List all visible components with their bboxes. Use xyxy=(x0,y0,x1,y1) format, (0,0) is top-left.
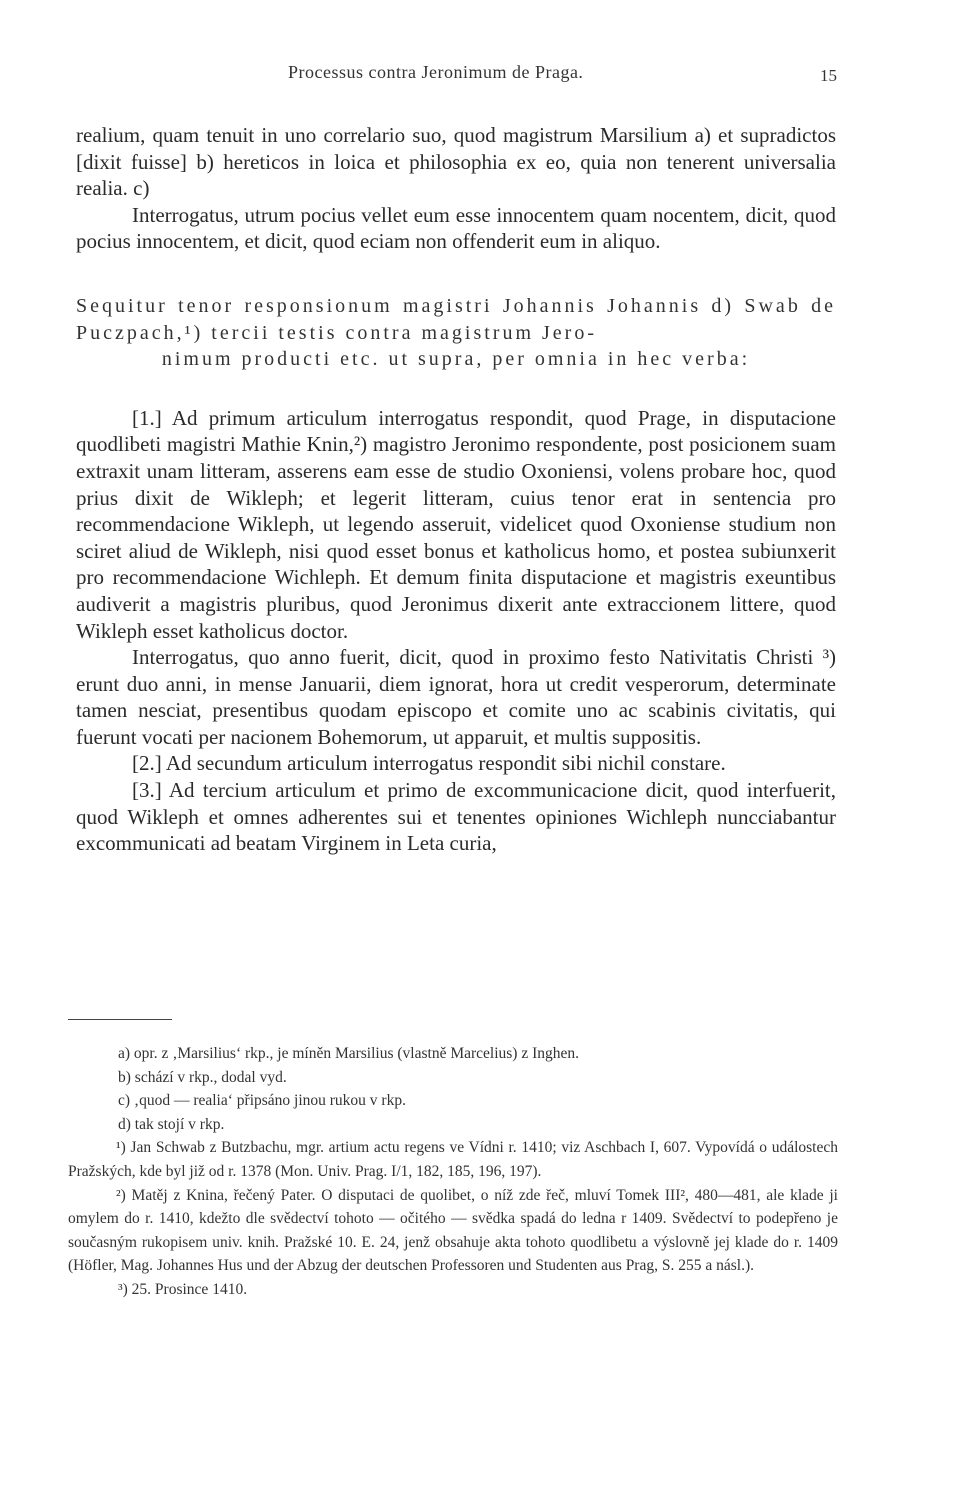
footnote-1: ¹) Jan Schwab z Butzbachu, mgr. artium actu regens ve Vídni r. 1410; viz Aschbach I, 607. Vypovídá o událostech Pražských, kde byl již od r. 1378 (Mon. Univ. Prag. I/1, 182, 185, 196, 197). xyxy=(68,1139,838,1180)
page-header xyxy=(0,62,960,92)
section-heading xyxy=(76,293,836,373)
main-text xyxy=(76,122,836,857)
footnote-b: b) schází v rkp., dodal vyd. xyxy=(118,1068,287,1086)
footnote-c: c) ‚quod — realia‘ připsáno jinou rukou v rkp. xyxy=(118,1092,406,1110)
running-title: Processus contra Jeronimum de Praga. xyxy=(288,62,584,82)
paragraph-2: Interrogatus, utrum pocius vellet eum esse innocentem quam nocentem, dicit, quod pocius innocentem, et dicit, quod eciam non offenderit eum in aliquo. xyxy=(76,202,836,254)
footnote-a: a) opr. z ‚Marsilius‘ rkp., je míněn Marsilius (vlastně Marcelius) z Inghen. xyxy=(118,1045,580,1062)
page-number: 15 xyxy=(820,66,837,85)
footnote-2: ²) Matěj z Knina, řečený Pater. O disputaci de quolibet, o níž zde řeč, mluví Tomek III², 480—481, ale klade ji omylem do r. 1410, kdežto dle svědectví tohoto — očitého — svědka spadá do ledna r 1409. Svědectví to podepřeno je současným rukopisem univ. knih. Pražské 10. E. 24, jenž obsahuje akta tohoto quodlibetu a výslovně jej klade do r. 1409 (Höfler, Mag. Johannes Hus und der Abzug der deutschen Professoren und Studenten aus Prag, S. 255 a násl.). xyxy=(68,1186,838,1275)
paragraph-1: realium, quam tenuit in uno correlario suo, quod magistrum Marsilium a) et supradictos [dixit fuisse] b) hereticos in loica et philosophia ex eo, quia non tenerent universalia realia. c) xyxy=(76,123,836,201)
section-heading-line-a: Sequitur tenor responsionum magistri Johannis Johannis d) Swab de Puczpach,¹) tercii testis contra magistrum Jero- xyxy=(76,294,836,344)
paragraph-5: [2.] Ad secundum articulum interrogatus respondit sibi nichil constare. xyxy=(132,751,726,776)
footnotes xyxy=(68,1042,838,1302)
footnote-3: ³) 25. Prosince 1410. xyxy=(118,1280,248,1298)
footnote-d: d) tak stojí v rkp. xyxy=(118,1115,225,1133)
section-heading-line-b: nimum producti etc. ut supra, per omnia in hec verba: xyxy=(161,348,751,371)
footnote-divider xyxy=(68,1019,172,1020)
paragraph-6: [3.] Ad tercium articulum et primo de excommunicacione dicit, quod interfuerit, quod Wikleph et omnes adherentes sui et tenentes opiniones Wichleph nuncciabantur excommunicati ad beatam Virginem in Leta curia, xyxy=(76,778,836,856)
paragraph-3: [1.] Ad primum articulum interrogatus respondit, quod Prage, in disputacione quodlibeti magistri Mathie Knin,²) magistro Jeronimo respondente, post posicionem suam extraxit unam litteram, asserens eam esse de studio Oxoniensi, volens probare hoc, quod prius dixit de Wikleph; et legerit litteram, cuius tenor erat in sentencia pro recommendacione Wikleph, ut legendo asseruit, videlicet quod Oxoniense studium non sciret aliud de Wikleph, nisi quod esset bonus et katholicus homo, et postea subiunxerit pro recommendacione Wichleph. Et demum finita disputacione et magistris exeuntibus audiverit a magistris pluribus, quod Jeronimus dixerit ante extraccionem littere, quod Wikleph esset katholicus doctor. xyxy=(76,405,836,643)
paragraph-4: Interrogatus, quo anno fuerit, dicit, quod in proximo festo Nativitatis Christi ³) erunt duo anni, in mense Januarii, diem ignorat, hora ut credit vesperorum, determinate tamen nesciat, presentibus quodam episcopo et comite uno ac scabinis civitatis, qui fuerunt vocati per nacionem Bohemorum, ut apparuit, et multis suppositis. xyxy=(76,645,836,749)
